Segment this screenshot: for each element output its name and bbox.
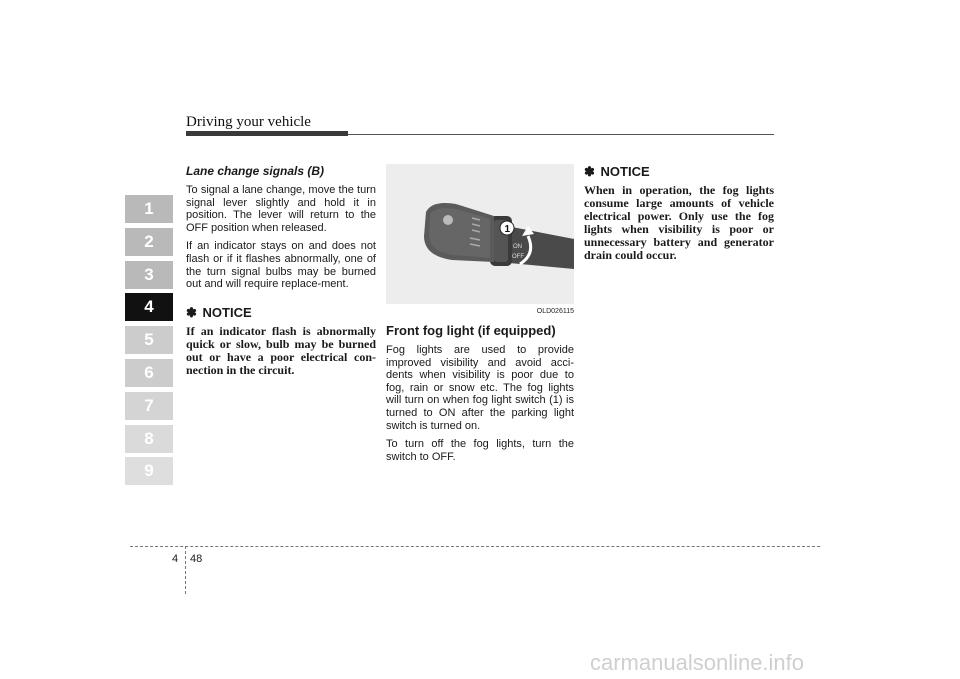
watermark: carmanualsonline.info (590, 650, 805, 675)
lever-illustration-icon (386, 164, 574, 304)
notice-label: NOTICE (202, 304, 252, 320)
notice-body: If an indicator flash is abnormally quick or slow, bulb may be burned out or have a poor electrical con-nection in the circuit. (186, 323, 376, 377)
svg-text:ON: ON (513, 244, 522, 250)
paragraph: Fog lights are used to provide improved visibility and avoid acci-dents when visibility is poor due to fog, rain or snow etc. The fog lights will turn on when fog light switch (1) is turned to ON after the parking light switch is turned on. (386, 344, 574, 432)
page-chapter-number: 4 (172, 553, 179, 565)
notice-icon: ✽ (186, 304, 197, 320)
page-number: 48 (190, 553, 203, 565)
column-lane-change (186, 164, 376, 377)
figure-code: OLD026115 (536, 308, 574, 315)
paragraph: If an indicator stays on and does not flash or if it flashes abnormally, one of the turn signal bulbs may be burned out and will require replace-ment. (186, 240, 376, 291)
column-fog-light (386, 164, 574, 469)
notice-title (186, 305, 376, 321)
chapter-tab-4: 4 (125, 293, 173, 321)
chapter-tabs (125, 195, 173, 490)
subheading-lane-change: Lane change signals (B) (186, 164, 325, 178)
figure-callout: 1 (504, 224, 511, 235)
chapter-tab-5: 5 (125, 326, 173, 354)
notice-body: When in operation, the fog lights consume large amounts of vehicle electrical power. Only use the fog lights when visibility is poor or unnecessary battery and generator drain could occur. (584, 183, 774, 262)
notice-label: NOTICE (600, 164, 650, 179)
section-heading-fog-light: Front fog light (if equipped) (386, 323, 556, 338)
footer-divider (185, 546, 186, 594)
svg-text:OFF: OFF (512, 254, 524, 260)
notice-title (584, 164, 774, 180)
chapter-tab-6: 6 (125, 359, 173, 387)
footer-rule (130, 546, 820, 547)
paragraph: To turn off the fog lights, turn the switch to OFF. (386, 438, 574, 463)
chapter-tab-8: 8 (125, 425, 173, 453)
paragraph: To signal a lane change, move the turn signal lever slightly and hold it in position. The lever will return to the OFF position when released. (186, 184, 376, 234)
header-bar (186, 131, 348, 136)
chapter-tab-9: 9 (125, 457, 173, 485)
fog-light-switch-figure (386, 164, 574, 304)
chapter-tab-3: 3 (125, 261, 173, 289)
column-fog-notice (584, 164, 774, 262)
chapter-tab-2: 2 (125, 228, 173, 256)
notice-icon: ✽ (584, 164, 595, 179)
chapter-tab-1: 1 (125, 195, 173, 223)
header-rule (348, 134, 774, 135)
header-title: Driving your vehicle (186, 114, 311, 130)
chapter-tab-7: 7 (125, 392, 173, 420)
